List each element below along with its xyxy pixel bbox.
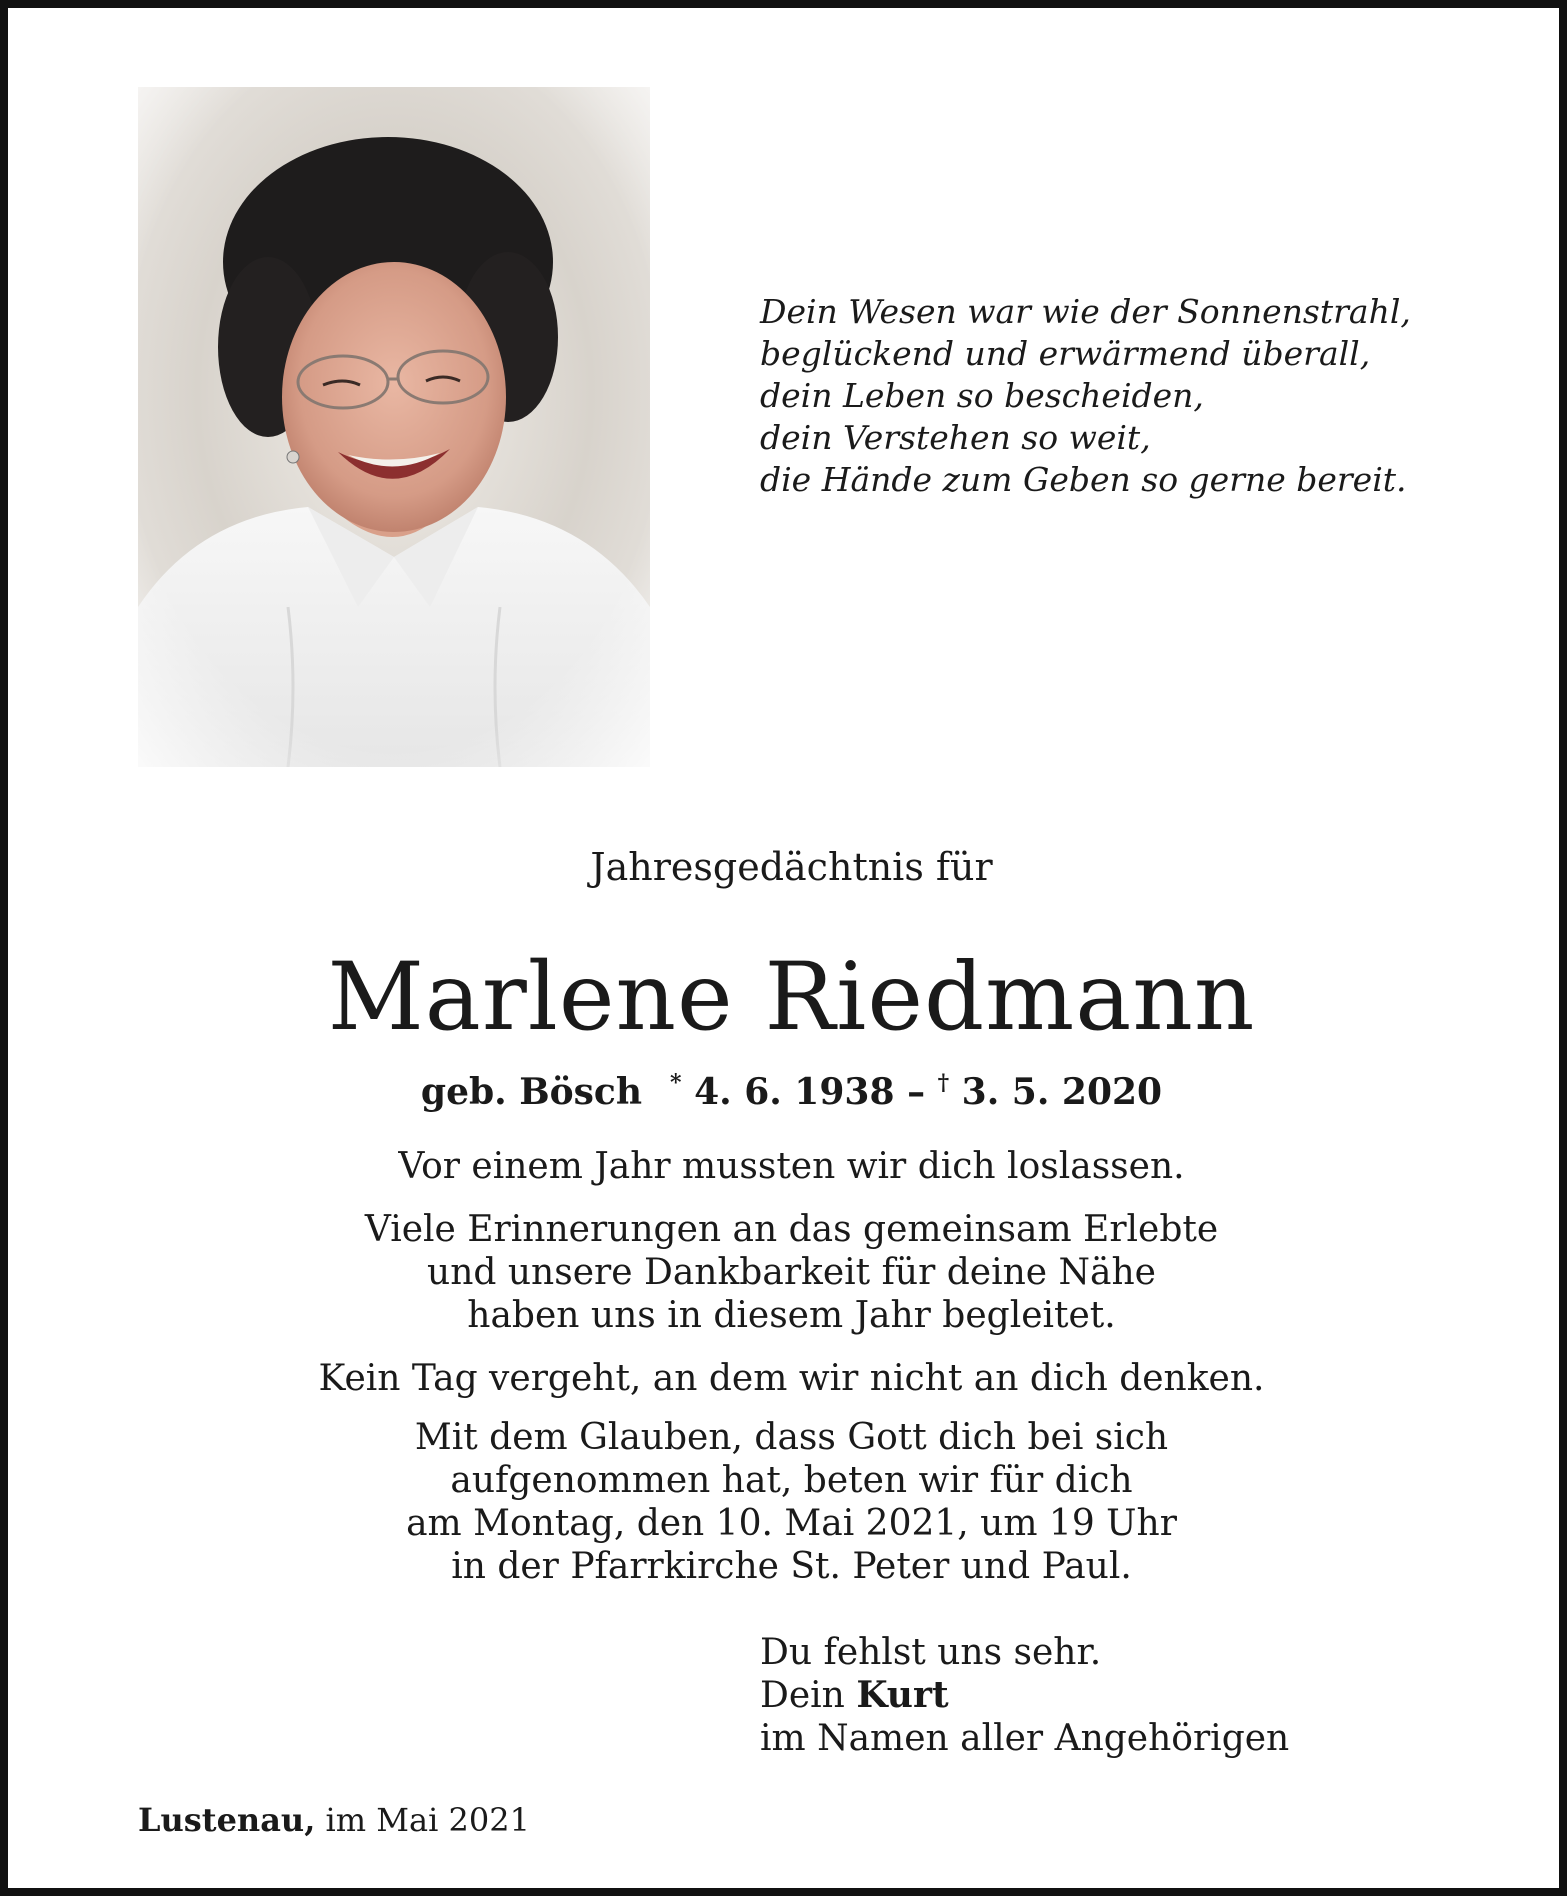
- deceased-name: Marlene Riedmann: [327, 943, 1256, 1052]
- paragraph-line: aufgenommen hat, beten wir für dich: [450, 1460, 1133, 1501]
- poem-line: beglückend und erwärmend überall,: [760, 334, 1371, 373]
- paragraph-line: Vor einem Jahr mussten wir dich loslassen.: [398, 1146, 1185, 1187]
- birth-symbol: *: [670, 1070, 682, 1096]
- birth-date: 4. 6. 1938: [694, 1071, 895, 1113]
- text-paragraph: [8, 1357, 1567, 1400]
- signer-name: Kurt: [856, 1674, 949, 1716]
- paragraph-line: und unsere Dankbarkeit für deine Nähe: [427, 1252, 1156, 1293]
- life-dates: [8, 1061, 1567, 1114]
- text-paragraph: [8, 1208, 1567, 1337]
- place-and-date: [138, 1800, 530, 1840]
- closing-signature: [760, 1631, 1289, 1760]
- paragraph-line: Viele Erinnerungen an das gemeinsam Erlebte: [364, 1209, 1219, 1250]
- paragraph-line: haben uns in diesem Jahr begleitet.: [467, 1295, 1116, 1336]
- date-separator: –: [907, 1071, 926, 1113]
- maiden-name: geb. Bösch: [420, 1071, 643, 1113]
- poem: [760, 291, 1480, 501]
- death-date: 3. 5. 2020: [961, 1071, 1163, 1113]
- town: Lustenau,: [138, 1801, 316, 1839]
- paragraph-line: in der Pfarrkirche St. Peter und Paul.: [451, 1546, 1132, 1587]
- poem-line: dein Leben so bescheiden,: [760, 376, 1204, 415]
- closing-line: Du fehlst uns sehr.: [760, 1632, 1102, 1673]
- paragraph-line: am Montag, den 10. Mai 2021, um 19 Uhr: [406, 1503, 1177, 1544]
- text-paragraph: [8, 1416, 1567, 1588]
- memorial-intro: Jahresgedächtnis für: [590, 845, 993, 889]
- death-symbol: †: [937, 1070, 950, 1096]
- closing-line: [760, 1674, 1289, 1717]
- text-paragraph: [8, 1145, 1567, 1188]
- poem-line: die Hände zum Geben so gerne bereit.: [760, 460, 1407, 499]
- closing-prefix: Dein: [760, 1675, 857, 1716]
- paragraph-line: Kein Tag vergeht, an dem wir nicht an dich denken.: [318, 1358, 1265, 1399]
- poem-line: dein Verstehen so weit,: [760, 418, 1151, 457]
- portrait-photo-image: [138, 87, 650, 767]
- poem-line: Dein Wesen war wie der Sonnenstrahl,: [760, 292, 1411, 331]
- portrait-photo: [138, 87, 650, 767]
- closing-line: im Namen aller Angehörigen: [760, 1718, 1290, 1759]
- publication-date: im Mai 2021: [315, 1801, 530, 1839]
- paragraph-line: Mit dem Glauben, dass Gott dich bei sich: [414, 1417, 1169, 1458]
